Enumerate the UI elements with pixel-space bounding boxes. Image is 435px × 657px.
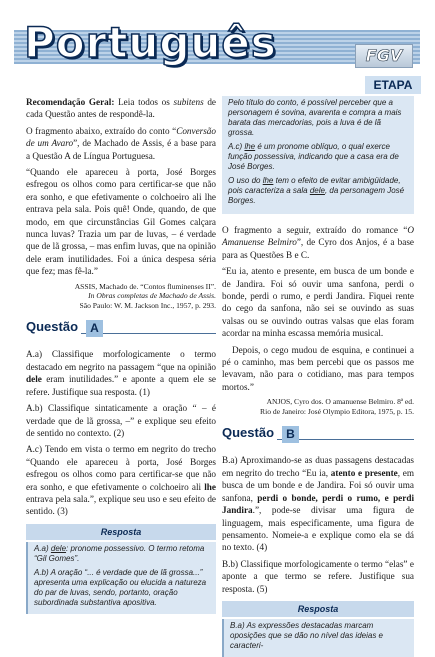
answer-heading: Resposta xyxy=(222,601,414,617)
subject-title: Português xyxy=(24,18,277,67)
highlighted-term: lhe xyxy=(204,481,216,492)
answer-effect xyxy=(228,176,408,206)
highlighted-term: perdi o bonde, perdi o rumo, e perdi Jandira xyxy=(222,492,414,516)
question-label: Questão xyxy=(222,427,277,439)
answer-underlined: lhe xyxy=(262,176,274,185)
citation-line: ANJOS, Cyro dos. O amanuense Belmiro. 8ª ed. xyxy=(266,397,414,407)
citation xyxy=(26,282,216,311)
citation-line: São Paulo: W. M. Jackson Inc., 1957, p. 293. xyxy=(79,300,216,310)
recommendation-label: Recomendação Geral: xyxy=(26,97,115,107)
answer-text: Pelo título do conto, é possível perceber que a personagem é sovina, avarenta e compra a mais barata das mercadorias, pois a luva é de lã grossa. xyxy=(228,98,402,137)
novel-excerpt: “Eu ia, atento e presente, em busca de um bonde e de Jandira. Foi só ouvir uma sanfona, perdi o bonde, perdi o rumo, e perdi Jandira. Fiquei rente do cego da sanfona, não sei se ouvindo as suas valsas ou se ouvindo outras valsas que elas foram acordar na minha escassa memória musical. xyxy=(222,266,414,339)
question-letter: B xyxy=(282,426,299,443)
answer-box xyxy=(26,542,216,614)
recommendation-text-end: de cada Questão antes de respondê-la. xyxy=(26,97,217,120)
story-title: Conversão de um Avaro xyxy=(26,125,216,149)
citation-line: In Obras completas de Machado de Assis. xyxy=(88,291,216,301)
answer-a-c xyxy=(228,142,408,172)
citation-line: ASSIS, Machado de. “Contos fluminenses II”. xyxy=(74,281,216,291)
story-excerpt: “Quando ele apareceu à porta, José Borges esfregou os olhos como para certificar-se que não era sonho, e que efetivamente o colchoeiro ali lhe entrava pela sala. Pois quê! Onde, quando, de que modo, em que circunstâncias Gil Gomes calçara nunca luvas? Trazia um par de luvas, – é verdade que de lã grossa, – mas enfim luvas, que na opinião dele eram inutilidades. Foi a única despesa séria que fez; mas fê-la.” xyxy=(26,167,216,277)
question-label: Questão xyxy=(26,321,81,333)
intro-text: O fragmento abaixo, extraído do conto “ xyxy=(26,125,177,136)
answer-prefix: A.a) xyxy=(34,544,51,554)
answer-text: é um pronome oblíquo, o qual exerce função possessiva, indicando que a casa era de José Borges. xyxy=(228,142,399,171)
recommendation-italic: subitens xyxy=(173,97,204,107)
fragment-intro-2 xyxy=(222,224,414,261)
publisher-label: ETAPA xyxy=(365,76,421,94)
intro-text: O fragmento a seguir, extraído do romance “ xyxy=(222,225,408,235)
answer-a-b: A.b) A oração “... é verdade que de lã grossa...” apresenta uma explicação ou elucida a natureza do par de luvas, sendo, portanto, oração subordinada substantiva apositiva. xyxy=(34,568,207,608)
citation-line: Rio de Janeiro: José Olympio Editora, 1975, p. 15. xyxy=(260,406,414,416)
page-header xyxy=(0,0,435,100)
answer-text: : pronome possessivo. O termo retoma “Gil Gomes”. xyxy=(34,544,205,564)
novel-excerpt-cont: Depois, o cego mudou de esquina, e continuei a pé o caminho, mas bem percebi que os passos me levavam, não para o cotidiano, mas para tempos mortos.” xyxy=(222,344,414,392)
question-a-c xyxy=(26,443,216,517)
question-text-end: eram inutilidades.” e aponte a quem ele se refere. Justifique sua resposta. (1) xyxy=(26,374,216,397)
question-text: B.a) Aproximando-se as duas passagens destacadas em negrito do trecho “Eu ia, xyxy=(222,455,414,478)
fragment-intro xyxy=(26,125,216,162)
answer-box-b xyxy=(222,619,414,657)
question-text: , em busca de um bonde e de Jandira. Foi só ouvir uma sanfona, xyxy=(222,467,414,503)
intro-text-end: ”, de Cyro dos Anjos, é a base para as Questões B e C. xyxy=(222,237,414,260)
answer-text: O uso do xyxy=(228,176,263,185)
question-text: A.c) Tendo em vista o termo em negrito do trecho “Quando ele apareceu à porta, José Borges esfregou os olhos como para certificar-se que não era sonho, e que efetivamente o colchoeiro ali xyxy=(26,444,216,492)
answer-prefix: A.c) xyxy=(228,142,245,151)
answer-b-a: B.a) As expressões destacadas marcam oposições que se dão no nível das ideias e caracteri- xyxy=(230,621,383,651)
institution-badge: FGV xyxy=(355,44,413,68)
answer-text: , da personagem José Borges. xyxy=(228,186,405,205)
intro-text-end: ”, de Machado de Assis, é a base para a Questão A de Língua Portuguesa. xyxy=(26,138,216,161)
novel-title: O Amanuense Belmiro xyxy=(222,225,414,248)
question-a-a xyxy=(26,348,216,398)
answer-heading: Resposta xyxy=(26,524,216,540)
question-letter: A xyxy=(86,320,103,337)
question-a-header xyxy=(26,318,216,340)
question-b-b: B.b) Classifique morfologicamente o termo “elas” e aponte a que termo se refere. Justifique sua resposta. (5) xyxy=(222,558,414,594)
recommendation-text: Leia todos os xyxy=(114,97,174,107)
left-column xyxy=(26,96,216,614)
answer-a-a xyxy=(34,544,210,564)
question-b-header xyxy=(222,424,414,446)
question-text-end: .”, pode-se divisar uma figura de linguagem, mais especificamente, uma figura de pensamento. Nomeie-a e explique como ela se dá no texto. (4) xyxy=(222,505,414,553)
answer-underlined: dele xyxy=(50,544,67,554)
answer-text: tem o efeito de evitar ambigüidade, pois caracteriza a sala xyxy=(228,176,401,195)
answer-underlined: lhe xyxy=(244,142,256,151)
question-text-end: entrava pela sala.”, explique seu uso e seu efeito de sentido. (3) xyxy=(26,493,216,517)
citation-2 xyxy=(222,397,414,416)
question-a-b: A.b) Classifique sintaticamente a oração “ – é verdade que de lã grossa, –” e explique seu efeito de sentido no contexto. (2) xyxy=(26,403,216,438)
question-b-a xyxy=(222,454,414,553)
right-column xyxy=(222,96,414,657)
highlighted-term: atento e presente xyxy=(330,467,398,478)
general-recommendation xyxy=(26,96,216,121)
question-text: A.a) Classifique morfologicamente o termo destacado em negrito na passagem “que na opinião xyxy=(26,349,216,372)
highlighted-term: dele xyxy=(26,374,42,385)
answer-underlined: dele xyxy=(309,186,325,195)
answer-continuation xyxy=(222,96,414,214)
